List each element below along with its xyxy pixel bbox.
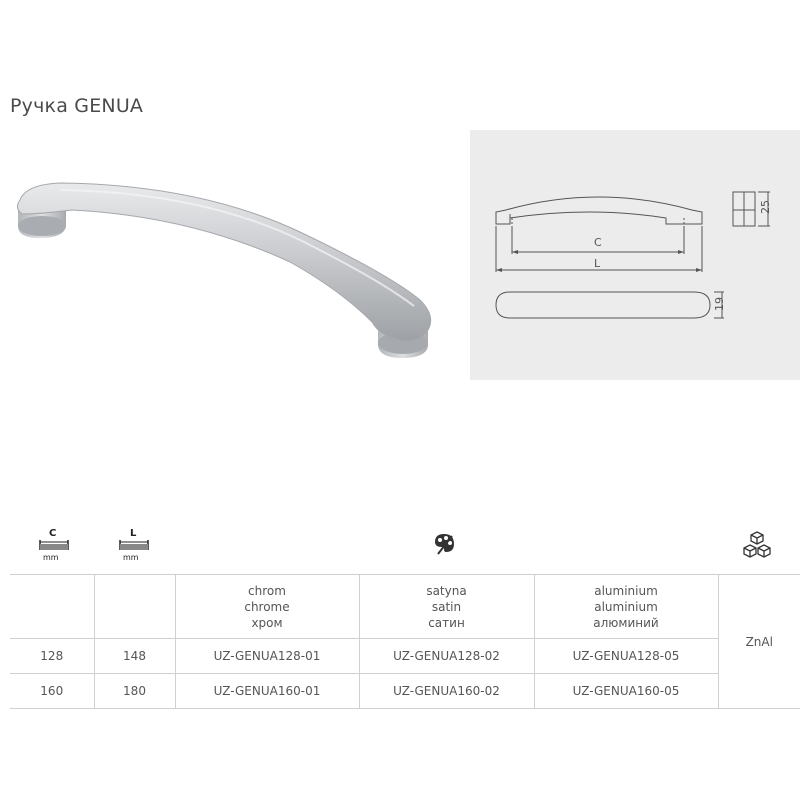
finish-name-pl: aluminium [594, 583, 658, 598]
finish-name-en: chrome [244, 599, 290, 614]
l-icon-unit: mm [123, 553, 139, 562]
dimension-width-label: 19 [713, 297, 726, 311]
finish-name-ru: хром [251, 615, 283, 630]
c-icon-letter: C [49, 528, 57, 539]
finish-name-en: satin [431, 599, 462, 614]
finish-header-satin [359, 575, 534, 639]
technical-drawing [470, 130, 800, 380]
product-code: UZ-GENUA128-02 [359, 639, 534, 674]
cubes-icon [742, 530, 772, 560]
c-header-cell [10, 575, 94, 639]
dimension-height-label: 25 [759, 200, 772, 214]
product-code: UZ-GENUA128-05 [534, 639, 718, 674]
finish-name-ru: алюминий [593, 615, 659, 630]
product-code: UZ-GENUA160-05 [534, 674, 718, 709]
dimension-c-label: C [594, 236, 602, 249]
c-value: 128 [10, 639, 94, 674]
table-header-row [10, 575, 800, 639]
product-code: UZ-GENUA160-01 [175, 674, 359, 709]
l-icon-letter: L [130, 528, 137, 539]
l-value: 148 [94, 639, 175, 674]
table-row [10, 674, 800, 709]
product-title: Ручка GENUA [10, 95, 144, 117]
table-row [10, 639, 800, 674]
c-value: 160 [10, 674, 94, 709]
palette-icon [432, 532, 456, 556]
c-icon-unit: mm [43, 553, 59, 562]
handle-photo [0, 150, 460, 380]
l-value: 180 [94, 674, 175, 709]
specification-table [10, 574, 800, 709]
finish-name-pl: satyna [426, 583, 467, 598]
finish-name-en: aluminium [594, 599, 658, 614]
finish-name-pl: chrom [248, 583, 286, 598]
l-header-cell [94, 575, 175, 639]
product-code: UZ-GENUA160-02 [359, 674, 534, 709]
material-cell: ZnAl [718, 575, 800, 709]
dimension-c-icon [38, 526, 70, 562]
finish-header-aluminium [534, 575, 718, 639]
finish-header-chrome [175, 575, 359, 639]
finish-name-ru: сатин [428, 615, 465, 630]
dimension-l-icon [118, 526, 150, 562]
product-code: UZ-GENUA128-01 [175, 639, 359, 674]
dimension-l-label: L [594, 257, 601, 270]
